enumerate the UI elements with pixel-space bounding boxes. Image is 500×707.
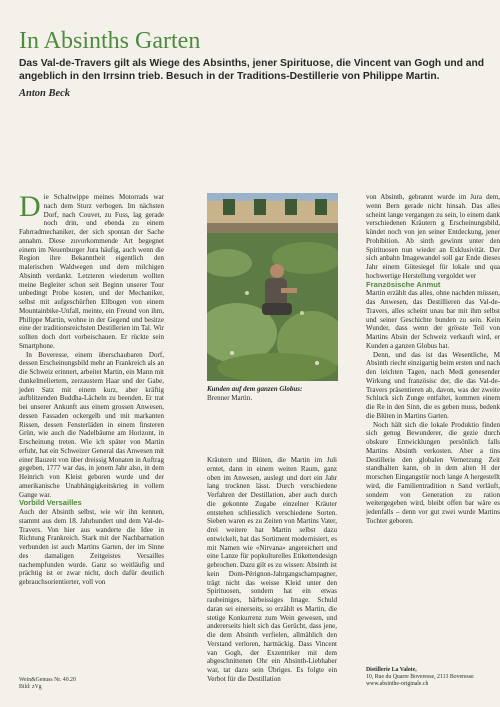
- paragraph: von Absinth, gebrannt wurde im Jura dem, wenn Bern gerade nicht hinsah. Das alles scheint lange vergangen zu sein, lo einem dank verschiedenen Kräutern g Erscheinungsbild, kündet noch von jen seiner Entdeckung, jener Prohibition. Ab sinth gewinnt unter den Spirituosen nun wieder an Exklusivität. Der sich anbahn Imagewandel soll gar Ende dieses Jahr einem Gütesiegel für lokale und qua hochwertige Herstellung vergoldet wer: [366, 193, 500, 280]
- text-column-3: [366, 193, 500, 526]
- lead-line: angeblich in den Irrsinn trieb. Besuch in der Traditions-Destillerie von Philippe Martin.: [19, 71, 440, 82]
- subheading: Vorbild Versailles: [19, 498, 82, 508]
- distillery-url: www.absinthe-originale.ch: [366, 681, 429, 687]
- distillery-name: Distillerie La Valote,: [366, 667, 417, 673]
- paragraph: Kräutern und Blüten, die Martin im Juli erntet, dann in einem weiten Raum, ganz oben im Anwesen, auslegt und dort ein Jahr lang trocknen lässt. Durch verschiedene Verfahren der Destillation, aber auch durch die gekonnte Zugabe einzelner Kräuter entstehen schliesslich verschiedene Sorten. Sieben waren es zu Zeiten von Martins Vater, drei weitere hat Martin selbst dazu entwickelt, hat das Sortiment modernisiert, es mit Namen wie «Nirvana» angereichert und eine Lanze für popkulturelles Etikettendesign gebrochen. Dazu gilt es zu wissen: Absinth ist kein Dom-Pérignon-Jahrgangschampagner, trägt nicht das weisse Kleid unter den Spirituosen, sondern hat ein etwas raubeiniges, bärbeissiges Image. Schuld daran sei einerseits, so erzählt es Martin, die stetige Konkurrenz zum Wein gewesen, und andererseits hielt sich das Gerücht, dass jene, die dem Absinth verfielen, allmählich den Verstand verloren, hartnäckig. Dass Vincent van Gogh, der Exzentriker mit dem abgeschnittenen Ohr ein Absinth-Liebhaber war, tat dazu sein Übriges. Es folgte ein Verbot für die Destillation: [207, 456, 337, 683]
- caption-text: Brenner Martin.: [207, 394, 253, 402]
- paragraph: Denn, und das ist das Wesentliche, M Absinth riecht einzigartig beim ersten und nach den leichten Tagen, nach Medi genesender Wirkung und französisc der, die das Val-de-Travers präsentieren ab, davon, was der zweite Schluck sich Zunge entfaltet, kommen einem die Re in den Sinn, die es geben muss, bedenk die Blüten in Martins Garten.: [366, 350, 500, 420]
- distillery-address: 10, Rue du Quarre Boveresse, 2113 Boveresse: [366, 674, 474, 680]
- magazine-issue: Wein&Genuss Nr. 40.20: [19, 677, 76, 683]
- lead-line: Das Val-de-Travers gilt als Wiege des Absinths, jener Spirituose, die Vincent van Gogh und and: [19, 58, 485, 69]
- text-column-2: [207, 456, 337, 684]
- author-byline: Anton Beck: [19, 88, 71, 99]
- paragraph: In Boveresse, einem überschaubaren Dorf, dessen Erscheinungsbild mehr an Frankreich als an die Schweiz erinnert, arbeitet Martin, ein Mann mit dunkelmeliertem, zerzaustem Haar und der Gabe, jeden Satz mit einem kurz, aber kräftig aufblitzenden Buddha-Lächeln zu beenden. Er trat bei unserer Ankunft aus einem grossen Anwesen, dessen Fassaden ockergelb und mit markanten Rissen, dessen Fensterläden in einem finsteren Grün, wie auch die Nadelbäume am Horizont, in Erscheinung treten. Wie ich später von Martin erfuhr, hat ein Schweizer General das Anwesen mit einer Bauzeit von über dreissig Monaten in Auftrag gegeben, 1777 war das, in jenem Jahr also, in dem Heinrich von Kleist geboren wurde und der amerikanische Unabhängigkeitskrieg in vollem Gange war.: [19, 350, 165, 499]
- page-footer: [19, 677, 76, 691]
- paragraph: Noch hält sich die lokale Produktio finden sich genug Bewunderer, die gezie durch obskure Entwicklungen persönlich falls Martins Absinth verkosten. Aber a tins Destillerie den globalen Vernetzung Zeit standhalten kann, ob in dem alten H der morschen Eingangstür noch lange A hergestellt wird, die Familientradition n Sand verläuft, sondern von Generation zu ration weitergegeben wird, bleibt offen bar wäre es jedenfalls – denn vor gut zwei wurde Martins Tochter geboren.: [366, 420, 500, 525]
- caption-title: Kunden auf dem ganzen Globus:: [207, 385, 303, 393]
- paragraph: Martin erzählt das alles, ohne nachden müssen, das Anwesen, das Destillieren das Val-de-Travers, alles scheint unau bar mit ihm selbst und seiner Geschichte bunden zu sein. Kein Wunder, dass wenn der grösste Teil von Martins Absin der Schweiz verkauft wird, er Kunden a ganzen Globus hat.: [366, 289, 500, 350]
- text-column-1: [19, 190, 165, 587]
- drop-cap: D: [19, 190, 41, 223]
- photo-credit: Bild: zVg: [19, 684, 42, 690]
- article-photo: [207, 193, 338, 381]
- paragraph-text: ie Schaltwippe meines Motorrads war nach dem Sturz verbogen. Im nächsten Dorf, nach Couvet, zu Fuss, lag gerade noch drin, und ebenda zu einem Fahrradmechaniker, der sich spontan der Sache annahm. Diese zuvorkommende Art begegnet einem im Neuenburger Jura häufig, auch wenn die Region ihre Bekanntheit eigentlich den malerischen Waldwegen und dem milchigen Absinth verdankt. Letzteren wiederum wollten meine Begleiter schon seit Beginn unserer Tour unbedingt Probe kosten, und der Mechaniker, selbst mit aufgeschürften Ellbogen von einem Mountainbike-Unfall, meinte, ein Freund von ihm, Philippe Martin, wohne in der Gegend und besitze eine der traditionsreichsten Destillerien im Tal. Wir sollten doch dort vorbeischauen. Er rückte sein Smartphone.: [19, 193, 164, 350]
- paragraph: Auch der Absinth selbst, wie wir ihn kennen, stammt aus dem 18. Jahrhundert und dem Val-de-Travers. Von hier aus wanderte die Idee in Richtung Frankreich. Stark mit der Nachbarnation verbunden ist auch Martins Garten, der im Sinne des damaligen Zeitgeistes Versailles nachempfunden wurde. Ganz so weitläufig und prächtig ist er zwar nicht, doch dafür deutlich gebrauchsorientierter, voll von: [19, 508, 164, 586]
- article-title: In Absinths Garten: [19, 28, 201, 54]
- subheading: Französische Anmut: [366, 279, 441, 289]
- contact-info: [366, 667, 500, 688]
- article-lead: [19, 57, 500, 83]
- paragraph: [19, 190, 164, 351]
- photo-caption: [207, 385, 338, 403]
